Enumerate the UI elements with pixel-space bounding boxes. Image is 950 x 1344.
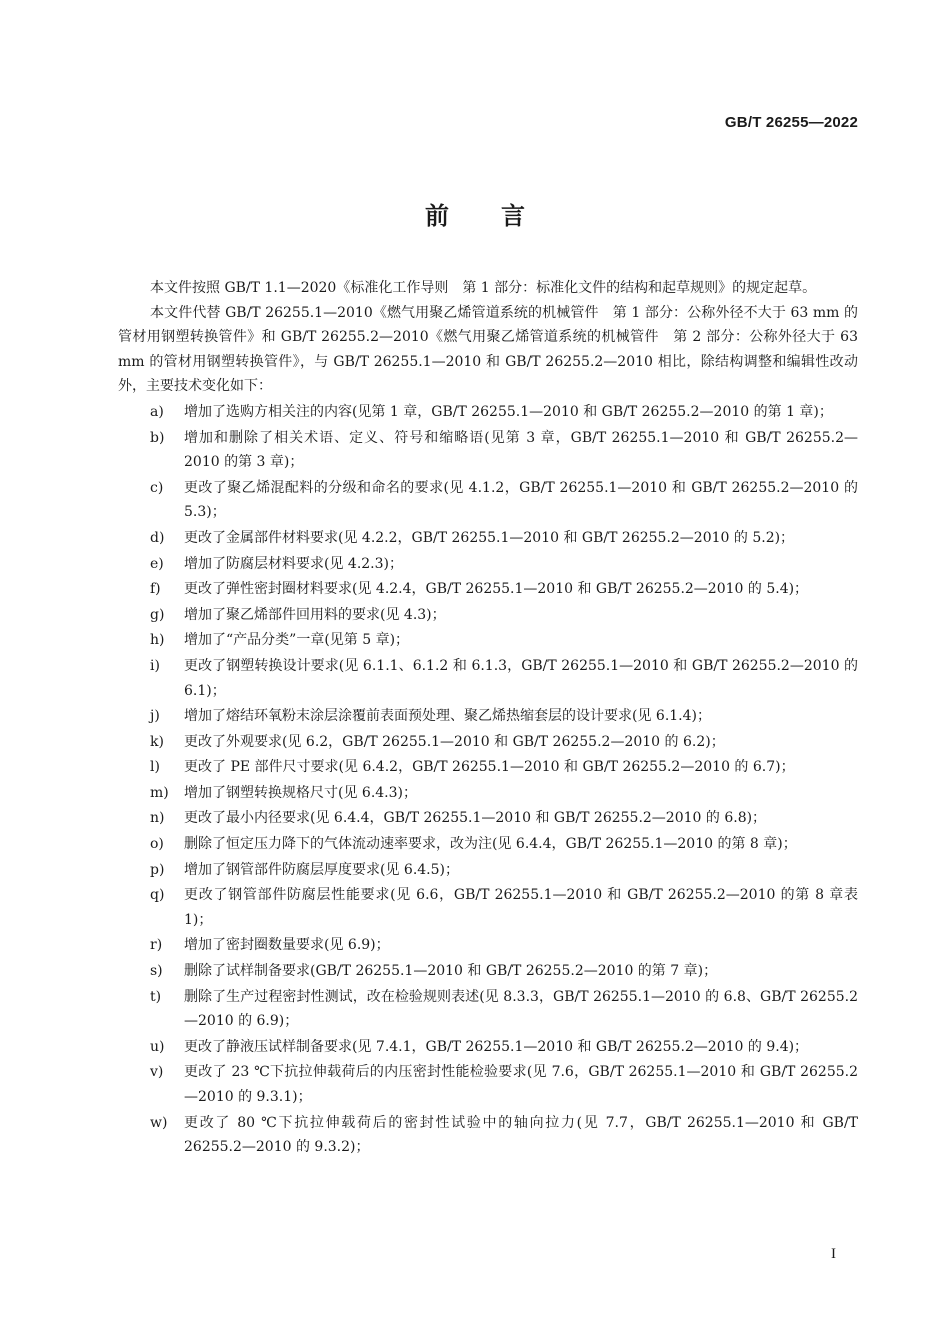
list-item-label: f) — [150, 581, 161, 598]
list-item-label: a) — [150, 403, 164, 420]
list-item — [118, 1111, 858, 1160]
standard-code: GB/T 26255—2022 — [724, 114, 858, 131]
list-item — [118, 552, 858, 577]
list-item-text: 增加了“产品分类”一章(见第 5 章)； — [184, 632, 410, 649]
list-item-text: 删除了恒定压力降下的气体流动速率要求，改为注(见 6.4.4，GB/T 26255.1—2010 的第 8 章)； — [184, 836, 797, 853]
list-item-label: k) — [150, 733, 164, 750]
list-item-label: r) — [150, 937, 163, 954]
list-item-text: 更改了聚乙烯混配料的分级和命名的要求(见 4.1.2，GB/T 26255.1—2010 和 GB/T 26255.2—2010 的 5.3)； — [184, 479, 858, 521]
list-item — [118, 858, 858, 883]
page-title: 前言 — [425, 202, 577, 230]
list-item-label: d) — [150, 529, 165, 546]
list-item — [118, 603, 858, 628]
list-item-label: w) — [150, 1114, 168, 1131]
list-item-text: 增加了熔结环氧粉末涂层涂覆前表面预处理、聚乙烯热缩套层的设计要求(见 6.1.4)； — [184, 708, 711, 725]
list-item-label: e) — [150, 555, 164, 572]
list-item — [118, 1060, 858, 1109]
list-item-label: i) — [150, 657, 160, 674]
change-list — [118, 400, 858, 1160]
list-item-label: b) — [150, 429, 165, 446]
list-item — [118, 985, 858, 1034]
list-item — [118, 577, 858, 602]
list-item — [118, 400, 858, 425]
list-item — [118, 832, 858, 857]
list-item — [118, 704, 858, 729]
list-item — [118, 806, 858, 831]
list-item-label: h) — [150, 632, 165, 649]
list-item — [118, 654, 858, 703]
list-item-text: 增加了选购方相关注的内容(见第 1 章，GB/T 26255.1—2010 和 GB/T 26255.2—2010 的第 1 章)； — [184, 403, 833, 420]
list-item-label: t) — [150, 988, 162, 1005]
list-item — [118, 426, 858, 475]
intro-paragraph: 本文件按照 GB/T 1.1—2020《标准化工作导则 第 1 部分：标准化文件的结构和起草规则》的规定起草。 — [150, 280, 817, 296]
list-item-text: 更改了外观要求(见 6.2，GB/T 26255.1—2010 和 GB/T 26255.2—2010 的 6.2)； — [184, 733, 725, 750]
list-item-text: 增加了钢塑转换规格尺寸(见 6.4.3)； — [184, 784, 417, 801]
list-item-text: 删除了试样制备要求(GB/T 26255.1—2010 和 GB/T 26255.2—2010 的第 7 章)； — [184, 963, 718, 980]
list-item-text: 增加了聚乙烯部件回用料的要求(见 4.3)； — [184, 606, 446, 623]
list-item — [118, 730, 858, 755]
list-item-label: n) — [150, 810, 165, 827]
list-item-text: 删除了生产过程密封性测试，改在检验规则表述(见 8.3.3，GB/T 26255.1—2010 的 6.8、GB/T 26255.2—2010 的 6.9)； — [184, 988, 858, 1030]
list-item-text: 更改了弹性密封圈材料要求(见 4.2.4，GB/T 26255.1—2010 和 GB/T 26255.2—2010 的 5.4)； — [184, 581, 809, 598]
list-item-text: 更改了 PE 部件尺寸要求(见 6.4.2，GB/T 26255.1—2010 和 GB/T 26255.2—2010 的 6.7)； — [184, 759, 795, 776]
list-item — [118, 755, 858, 780]
list-item-label: j) — [150, 708, 160, 725]
list-item-text: 更改了最小内径要求(见 6.4.4，GB/T 26255.1—2010 和 GB/T 26255.2—2010 的 6.8)； — [184, 810, 767, 827]
list-item-text: 更改了 23 ℃下抗拉伸载荷后的内压密封性能检验要求(见 7.6，GB/T 26255.1—2010 和 GB/T 26255.2—2010 的 9.3.1)； — [184, 1064, 858, 1105]
list-item-label: o) — [150, 836, 164, 853]
list-item-text: 增加了钢管部件防腐层厚度要求(见 6.4.5)； — [184, 861, 459, 878]
list-item — [118, 1035, 858, 1060]
list-item — [118, 781, 858, 806]
list-item-text: 增加了密封圈数量要求(见 6.9)； — [184, 937, 390, 954]
list-item-label: q) — [150, 887, 165, 904]
replacement-paragraph: 本文件代替 GB/T 26255.1—2010《燃气用聚乙烯管道系统的机械管件 第 1 部分：公称外径不大于 63 mm 的管材用钢塑转换管件》和 GB/T 26255.2—2010《燃气用聚乙烯管道系统的机械管件 第 2 部分：公称外径大于 63 mm 的管材用钢塑转换管件》，与 GB/T 26255.1—2010 和 GB/T 26255.2—2010 相比，除结构调整和编辑性改动外，主要技术变化如下： — [118, 304, 858, 395]
list-item-label: l) — [150, 759, 160, 776]
list-item-text: 更改了金属部件材料要求(见 4.2.2，GB/T 26255.1—2010 和 GB/T 26255.2—2010 的 5.2)； — [184, 529, 795, 546]
list-item-label: v) — [150, 1064, 164, 1081]
list-item-label: g) — [150, 606, 165, 623]
list-item — [118, 933, 858, 958]
list-item — [118, 526, 858, 551]
list-item-text: 更改了静液压试样制备要求(见 7.4.1，GB/T 26255.1—2010 和 GB/T 26255.2—2010 的 9.4)； — [184, 1038, 809, 1055]
list-item-label: m) — [150, 784, 169, 801]
list-item-text: 更改了钢管部件防腐层性能要求(见 6.6，GB/T 26255.1—2010 和 GB/T 26255.2—2010 的第 8 章表 1)； — [184, 887, 858, 928]
list-item-label: u) — [150, 1038, 165, 1055]
list-item-text: 更改了 80 ℃下抗拉伸载荷后的密封性试验中的轴向拉力(见 7.7，GB/T 26255.1—2010 和 GB/T 26255.2—2010 的 9.3.2)； — [184, 1114, 858, 1156]
list-item — [118, 959, 858, 984]
list-item-label: p) — [150, 861, 165, 878]
list-item — [118, 476, 858, 525]
list-item — [118, 883, 858, 932]
list-item-label: s) — [150, 963, 163, 980]
page-number: I — [831, 1246, 836, 1262]
foreword-body — [118, 276, 858, 1160]
list-item-label: c) — [150, 479, 164, 496]
list-item-text: 增加了防腐层材料要求(见 4.2.3)； — [184, 555, 403, 572]
list-item-text: 增加和删除了相关术语、定义、符号和缩略语(见第 3 章，GB/T 26255.1—2010 和 GB/T 26255.2—2010 的第 3 章)； — [184, 429, 858, 471]
list-item — [118, 628, 858, 653]
list-item-text: 更改了钢塑转换设计要求(见 6.1.1、6.1.2 和 6.1.3，GB/T 26255.1—2010 和 GB/T 26255.2—2010 的 6.1)； — [184, 657, 858, 699]
